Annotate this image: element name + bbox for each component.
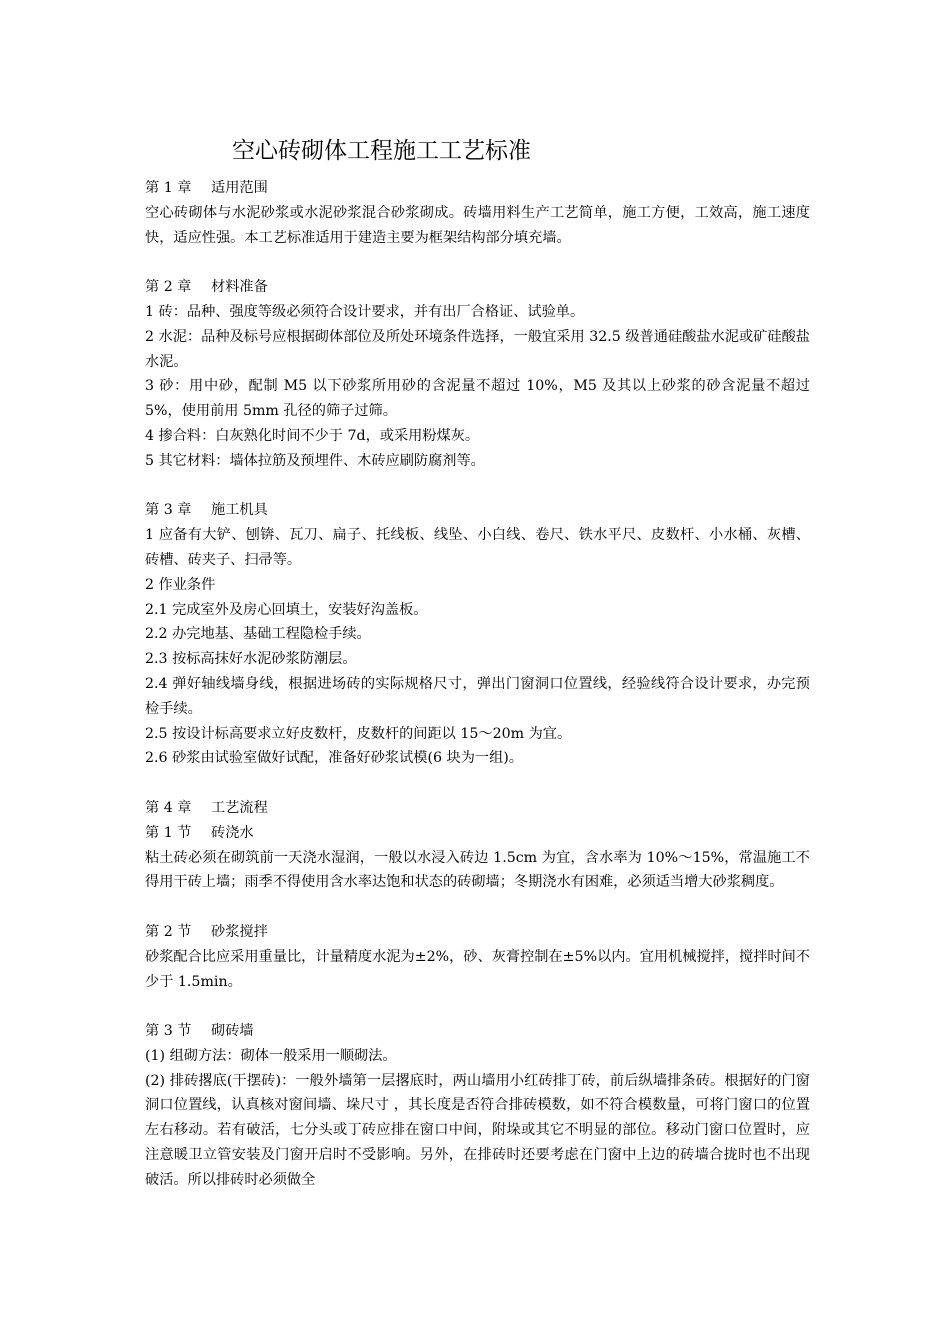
list-item: 5 其它材料：墙体拉筋及预埋件、木砖应刷防腐剂等。: [145, 452, 485, 469]
chapter-name: 材料准备: [211, 279, 268, 296]
document-title: 空心砖砌体工程施工工艺标准: [232, 138, 531, 164]
chapter-2-heading: [145, 275, 810, 300]
list-item: 4 掺合料：白灰熟化时间不少于 7d，或采用粉煤灰。: [145, 427, 480, 444]
list-item: 2.2 办完地基、基础工程隐检手续。: [145, 626, 371, 643]
list-item: 2.5 按设计标高要求立好皮数杆，皮数杆的间距以 15～20m 为宜。: [145, 725, 572, 742]
list-item: 1 砖：品种、强度等级必须符合设计要求，并有出厂合格证、试验单。: [145, 303, 585, 320]
section-1-heading: [145, 821, 810, 846]
chapter-name: 适用范围: [211, 180, 268, 196]
list-item: 2.3 按标高抹好水泥砂浆防潮层。: [145, 651, 357, 668]
section-1-paragraph: 粘土砖必须在砌筑前一天浇水湿润，一般以水浸入砖边 1.5cm 为宜，含水率为 10%～15%，常温施工不得用干砖上墙；雨季不得使用含水率达饱和状态的砖砌墙；冬期浇水有困难，必须适当增大砂浆稠度。: [145, 849, 810, 891]
section-name: 砖浇水: [211, 824, 254, 841]
list-item: 2.6 砂浆由试验室做好试配，准备好砂浆试模(6 块为一组)。: [145, 750, 523, 767]
list-item: 1 应备有大铲、刨锛、瓦刀、扁子、托线板、线坠、小白线、卷尺、铁水平尺、皮数杆、小水桶、灰槽、砖槽、砖夹子、扫帚等。: [145, 527, 810, 568]
chapter-1-paragraph: 空心砖砌体与水泥砂浆或水泥砂浆混合砂浆砌成。砖墙用料生产工艺简单，施工方便，工效高，施工速度快，适应性强。本工艺标准适用于建造主要为框架结构部分填充墙。: [145, 204, 810, 246]
section-3-heading: [145, 1019, 810, 1044]
section-2-paragraph: 砂浆配合比应采用重量比，计量精度水泥为±2%，砂、灰膏控制在±5%以内。宜用机械搅拌，搅拌时间不少于 1.5min。: [145, 948, 810, 990]
chapter-4-heading: [145, 796, 810, 821]
section-name: 砌砖墙: [211, 1023, 254, 1040]
section-name: 砂浆搅拌: [211, 923, 268, 940]
chapter-label: 第 3 章: [145, 502, 192, 519]
section-label: 第 3 节: [145, 1023, 192, 1040]
section-2-heading: [145, 920, 810, 945]
list-item: 2.4 弹好轴线墙身线，根据进场砖的实际规格尺寸，弹出门窗洞口位置线，经验线符合设计要求，办完预检手续。: [145, 675, 810, 717]
document-body: [145, 176, 810, 1193]
list-item: 2 水泥：品种及标号应根据砌体部位及所处环境条件选择，一般宜采用 32.5 级普通硅酸盐水泥或矿硅酸盐水泥。: [145, 328, 810, 370]
chapter-label: 第 4 章: [145, 799, 192, 816]
chapter-label: 第 2 章: [145, 279, 192, 296]
list-item: 2.1 完成室外及房心回填土，安装好沟盖板。: [145, 601, 428, 618]
list-item: 3 砂：用中砂，配制 M5 以下砂浆所用砂的含泥量不超过 10%，M5 及其以上砂浆的砂含泥量不超过 5%，使用前用 5mm 孔径的筛子过筛。: [145, 378, 810, 420]
chapter-name: 工艺流程: [211, 799, 268, 816]
chapter-3-heading: [145, 498, 810, 523]
chapter-1-heading: [145, 176, 810, 201]
section-label: 第 1 节: [145, 824, 192, 841]
list-item: (2) 排砖撂底(干摆砖)：一般外墙第一层撂底时，两山墙用小红砖排丁砖，前后纵墙排条砖。根据好的门窗洞口位置线，认真核对窗间墙、垛尺寸 ，其长度是否符合排砖模数，如不符合模数量，可将门窗口的位置左右移动。若有破活，七分头或丁砖应排在窗口中间，附垛或其它不明显的部位。移动门窗口位置时，应注意暖卫立管安装及门窗开启时不受影响。另外，在排砖时还要考虑在门窗中上边的砖墙合拢时也不出现破活。所以排砖时必须做全: [145, 1072, 810, 1188]
chapter-label: 第 1 章: [145, 180, 192, 196]
chapter-name: 施工机具: [211, 502, 268, 519]
list-item: (1) 组砌方法：砌体一般采用一顺砌法。: [145, 1047, 397, 1064]
section-label: 第 2 节: [145, 923, 192, 940]
list-item: 2 作业条件: [145, 576, 216, 593]
